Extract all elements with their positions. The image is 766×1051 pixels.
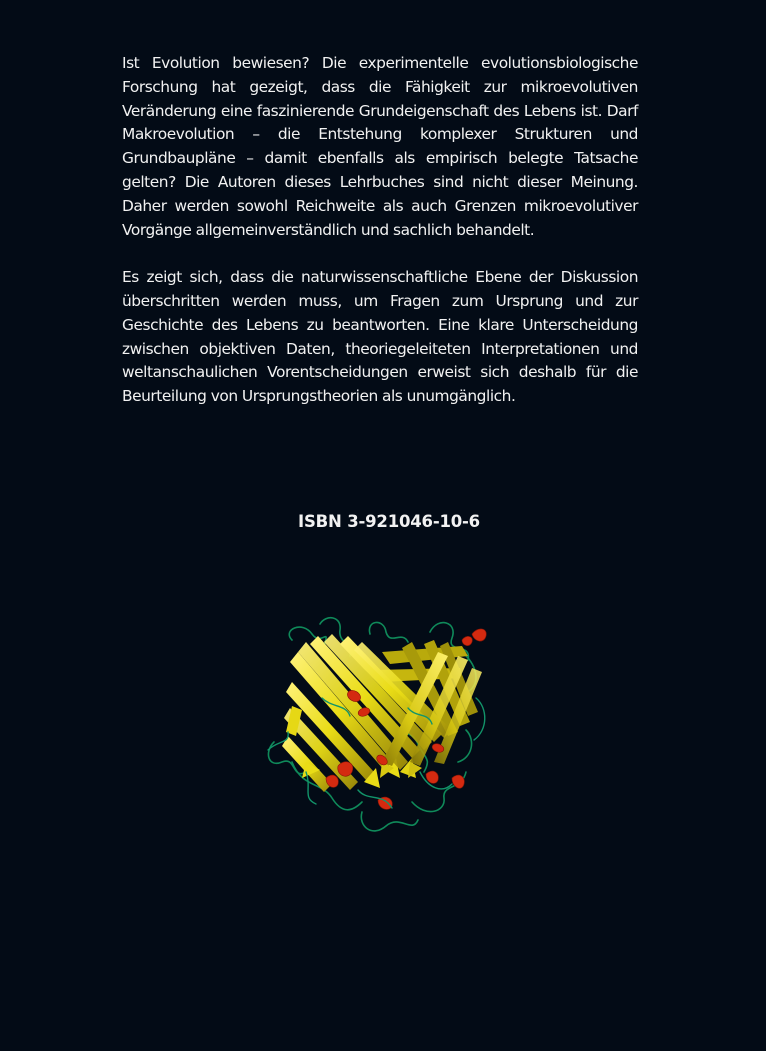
isbn-number: ISBN 3-921046-10-6 <box>298 512 480 531</box>
blurb-paragraph-1: Ist Evolution bewiesen? Die experimentelle evolutionsbiologische Forschung hat gezeigt, dass die Fähigkeit zur mikroevolutiven Veränderung eine faszinierende Grundeigenschaft des Lebens ist. Darf Makroevolution – die Entstehung komplexer Strukturen und Grundbaupläne – damit ebenfalls als empirisch belegte Tatsache gelten? Die Autoren dieses Lehrbuches sind nicht dieser Meinung. Daher werden sowohl Reichweite als auch Grenzen mikroevolutiver Vorgänge allgemeinverständlich und sachlich behandelt. <box>122 54 638 239</box>
protein-beta-barrel-icon <box>262 612 502 844</box>
blurb-paragraph-2: Es zeigt sich, dass die naturwissenschaftliche Ebene der Diskussion überschritten werden muss, um Fragen zum Ursprung und zur Geschichte des Lebens zu beantworten. Eine klare Unterscheidung zwischen objektiven Daten, theoriegeleiteten Interpretationen und weltanschaulichen Vorentscheidungen erweist sich deshalb für die Beurteilung von Ursprungstheorien als unumgänglich. <box>122 268 638 406</box>
blurb-text <box>122 52 638 409</box>
